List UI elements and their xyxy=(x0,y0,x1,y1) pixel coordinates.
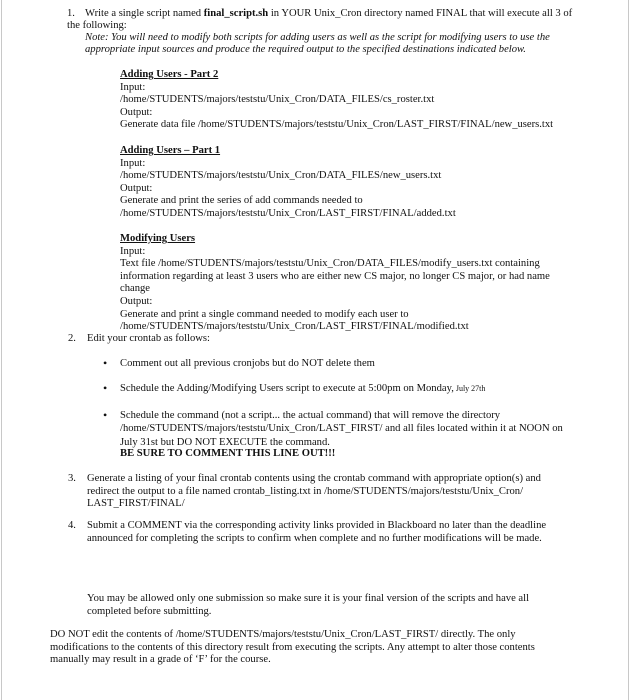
item-1-line-2: the following: xyxy=(67,20,127,31)
section-line: Output: xyxy=(120,106,153,118)
section-adding-part-2 xyxy=(120,69,553,132)
section-adding-part-1 xyxy=(120,145,456,221)
item-3-line: redirect the output to a file named crontab_listing.txt in /home/STUDENTS/majors/teststu/Unix_Cron/ xyxy=(87,485,524,497)
bullet-2-date: July 27th xyxy=(453,384,486,393)
section-line: /home/STUDENTS/majors/teststu/Unix_Cron/LAST_FIRST/FINAL/added.txt xyxy=(120,207,456,219)
section-line: information regarding at least 3 users who are either new CS major, no longer CS major, or had name xyxy=(120,270,550,282)
item-3-number: 3. xyxy=(68,473,76,484)
section-line: Text file /home/STUDENTS/majors/teststu/Unix_Cron/DATA_FILES/modify_users.txt containing xyxy=(120,258,540,270)
section-line: Output: xyxy=(120,182,153,194)
script-name: final_script.sh xyxy=(203,8,269,19)
section-line: /home/STUDENTS/majors/teststu/Unix_Cron/DATA_FILES/new_users.txt xyxy=(120,170,442,182)
bullet-1-text: Comment out all previous cronjobs but do NOT delete them xyxy=(120,358,375,369)
section-line: change xyxy=(120,283,150,295)
item-1-post: in YOUR Unix_Cron directory named FINAL that will execute all 3 of xyxy=(268,8,573,19)
section-line: /home/STUDENTS/majors/teststu/Unix_Cron/DATA_FILES/cs_roster.txt xyxy=(120,94,435,106)
item-4-number: 4. xyxy=(68,520,76,531)
bullet-2-main: Schedule the Adding/Modifying Users script to execute at 5:00pm on Monday, xyxy=(120,383,454,394)
document-page xyxy=(1,0,629,700)
item-1-pre: Write a single script named xyxy=(85,8,204,19)
item-3-line: LAST_FIRST/FINAL/ xyxy=(87,498,185,510)
section-line: Input: xyxy=(120,81,146,93)
section-title: Adding Users – Part 1 xyxy=(120,145,221,156)
edit-warning xyxy=(50,629,535,667)
item-4-line: announced for completing the scripts to confirm when complete and no further modifications will be made. xyxy=(87,532,542,544)
section-line: /home/STUDENTS/majors/teststu/Unix_Cron/LAST_FIRST/FINAL/modified.txt xyxy=(120,321,469,333)
bullet-3-line: July 31st but DO NOT EXECUTE the command. xyxy=(120,437,330,449)
section-line: Generate and print the series of add commands needed to xyxy=(120,195,363,207)
section-line: Generate and print a single command needed to modify each user to xyxy=(120,308,409,320)
bullet-3-line: /home/STUDENTS/majors/teststu/Unix_Cron/LAST_FIRST/ and all files located within it at NOON on xyxy=(120,422,563,434)
section-line: Output: xyxy=(120,295,153,307)
section-title: Adding Users - Part 2 xyxy=(120,69,219,80)
section-line: Generate data file /home/STUDENTS/majors/teststu/Unix_Cron/LAST_FIRST/FINAL/new_users.txt xyxy=(120,119,554,131)
warning-line: manually may result in a grade of ‘F’ for the course. xyxy=(50,654,271,666)
item-4-line: Submit a COMMENT via the corresponding activity links provided in Blackboard no later than the deadline xyxy=(87,520,547,531)
warning-line: modifications to the contents of this directory result from executing the scripts. Any attempt to alter those contents xyxy=(50,641,535,653)
item-1-note-line-1: Note: You will need to modify both scripts for adding users as well as the script for modifying users to use the xyxy=(85,32,550,43)
submission-notice xyxy=(87,593,529,618)
notice-line: You may be allowed only one submission so make sure it is your final version of the scripts and have all xyxy=(87,593,530,604)
bullet-3-text xyxy=(120,410,563,459)
bullet-icon: • xyxy=(103,356,108,370)
item-3-line: Generate a listing of your final crontab contents using the crontab command with appropriate option(s) and xyxy=(87,473,541,484)
section-title: Modifying Users xyxy=(120,233,196,244)
section-line: Input: xyxy=(120,245,146,257)
item-1-number: 1. xyxy=(67,8,75,19)
item-1-line-1 xyxy=(85,8,572,21)
bullet-3-bold-line: BE SURE TO COMMENT THIS LINE OUT!!! xyxy=(120,448,336,460)
section-line: Input: xyxy=(120,157,146,169)
bullet-3-line: Schedule the command (not a script... the actual command) that will remove the directory xyxy=(120,410,501,421)
notice-line: completed before submitting. xyxy=(87,605,212,617)
item-2-text: Edit your crontab as follows: xyxy=(87,333,210,344)
item-1-note-line-2: appropriate input sources and produce the required output to the specified destinations indicated below. xyxy=(85,44,526,55)
item-4-text xyxy=(87,520,546,545)
bullet-icon: • xyxy=(103,381,108,395)
item-2-number: 2. xyxy=(68,333,76,344)
item-3-text xyxy=(87,473,541,511)
bullet-icon: • xyxy=(103,408,108,422)
section-modifying-users xyxy=(120,233,550,334)
bullet-2-text xyxy=(120,383,485,396)
warning-line: DO NOT edit the contents of /home/STUDENTS/majors/teststu/Unix_Cron/LAST_FIRST/ directly. The only xyxy=(50,629,516,640)
